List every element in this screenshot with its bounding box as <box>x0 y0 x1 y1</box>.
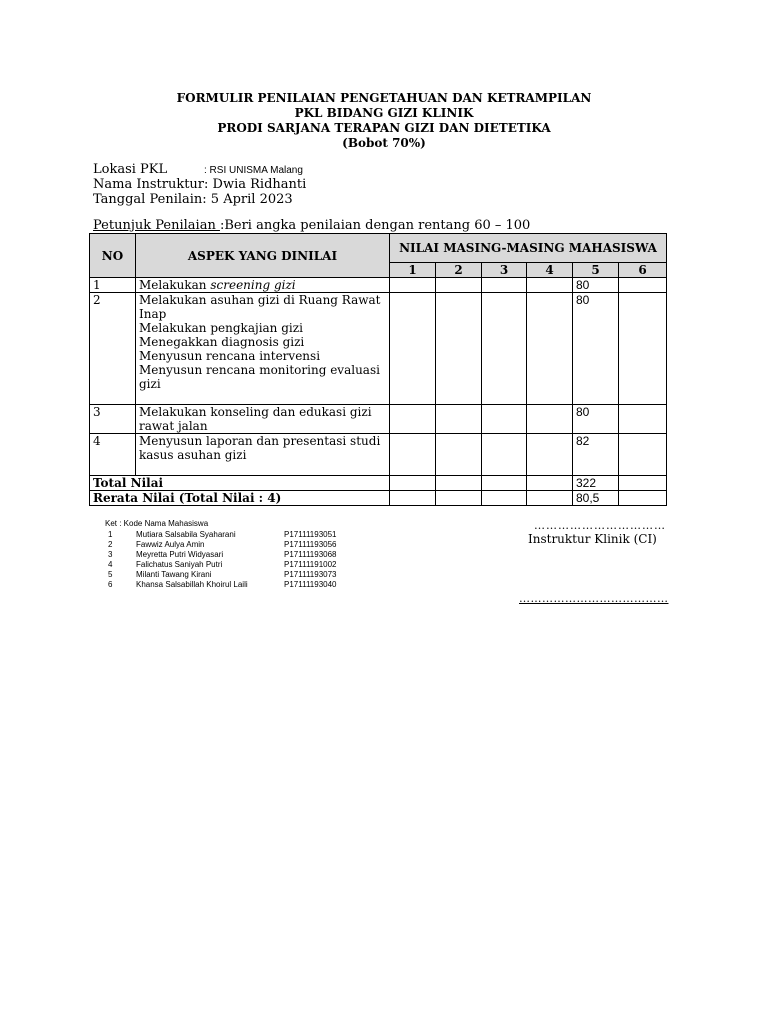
score-cell <box>527 278 573 293</box>
score-cell <box>390 476 436 491</box>
list-item: 4 Falichatus Saniyah Putri P17111191002 <box>108 560 337 569</box>
list-item: 6 Khansa Salsabillah Khoirul Laili P17111193040 <box>108 580 337 589</box>
score-cell <box>527 434 573 476</box>
score-cell <box>482 491 527 506</box>
table-row <box>90 405 667 434</box>
row-aspek: Melakukan asuhan gizi di Ruang Rawat Inap Melakukan pengkajian gizi Menegakkan diagnosis gizi Menyusun rencana intervensi Menyusun rencana monitoring evaluasi gizi <box>136 293 390 405</box>
title-line-2: PKL BIDANG GIZI KLINIK <box>294 106 474 120</box>
student-col: 4 <box>527 263 573 278</box>
rerata-label: Rerata Nilai (Total Nilai : 4) <box>90 491 390 506</box>
score-cell: 80 <box>573 405 619 434</box>
student-col: 3 <box>482 263 527 278</box>
score-cell <box>436 405 482 434</box>
score-cell <box>390 405 436 434</box>
instruktur-row: Nama Instruktur: Dwia Ridhanti <box>93 177 307 192</box>
score-cell <box>619 491 667 506</box>
score-cell <box>527 405 573 434</box>
score-cell <box>390 491 436 506</box>
title-line-3: PRODI SARJANA TERAPAN GIZI DAN DIETETIKA <box>217 121 551 135</box>
score-cell <box>390 278 436 293</box>
score-cell <box>436 278 482 293</box>
row-aspek: Melakukan screening gizi <box>136 278 390 293</box>
student-col: 1 <box>390 263 436 278</box>
student-key-title: Ket : Kode Nama Mahasiswa <box>105 519 209 528</box>
lokasi-value: : RSI UNISMA Malang <box>204 165 303 176</box>
score-cell <box>482 476 527 491</box>
table-row <box>90 434 667 476</box>
score-cell: 82 <box>573 434 619 476</box>
score-cell <box>619 293 667 405</box>
signature-line: ………………………………… <box>519 592 669 605</box>
signature-label: Instruktur Klinik (CI) <box>528 532 657 546</box>
row-no: 1 <box>90 278 136 293</box>
score-cell <box>619 405 667 434</box>
table-row <box>90 278 667 293</box>
score-cell <box>390 293 436 405</box>
tanggal-row: Tanggal Penilain: 5 April 2023 <box>93 192 293 207</box>
score-cell <box>482 434 527 476</box>
total-label: Total Nilai <box>90 476 390 491</box>
petunjuk-label: Petunjuk Penilaian <box>93 218 220 233</box>
list-item: 2 Fawwiz Aulya Amin P17111193056 <box>108 540 337 549</box>
score-cell <box>527 491 573 506</box>
student-key-table <box>105 530 337 590</box>
header-aspek: ASPEK YANG DINILAI <box>136 234 390 278</box>
student-key <box>105 519 337 590</box>
row-aspek: Menyusun laporan dan presentasi studi kasus asuhan gizi <box>136 434 390 476</box>
score-cell <box>390 434 436 476</box>
score-cell <box>436 491 482 506</box>
petunjuk-row <box>93 218 530 234</box>
list-item: 3 Meyretta Putri Widyasari P17111193068 <box>108 550 337 559</box>
row-aspek: Melakukan konseling dan edukasi gizi rawat jalan <box>136 405 390 434</box>
form-title <box>0 91 768 151</box>
score-cell <box>482 293 527 405</box>
row-no: 4 <box>90 434 136 476</box>
score-cell: 80 <box>573 293 619 405</box>
student-col: 2 <box>436 263 482 278</box>
row-no: 2 <box>90 293 136 405</box>
score-cell <box>527 476 573 491</box>
score-cell: 80 <box>573 278 619 293</box>
list-item: 5 Milanti Tawang Kirani P17111193073 <box>108 570 337 579</box>
assessment-table <box>89 233 667 506</box>
petunjuk-text: :Beri angka penilaian dengan rentang 60 – 100 <box>219 218 531 233</box>
score-cell: 80,5 <box>573 491 619 506</box>
student-col: 5 <box>573 263 619 278</box>
header-nilai: NILAI MASING-MASING MAHASISWA <box>390 234 667 263</box>
score-cell <box>436 434 482 476</box>
score-cell <box>482 405 527 434</box>
score-cell <box>619 476 667 491</box>
score-cell: 322 <box>573 476 619 491</box>
list-item: 1 Mutiara Salsabila Syaharani P17111193051 <box>108 530 337 539</box>
student-col: 6 <box>619 263 667 278</box>
title-line-1: FORMULIR PENILAIAN PENGETAHUAN DAN KETRAMPILAN <box>176 91 592 105</box>
score-cell <box>482 278 527 293</box>
signature-dots-top: …………………………… <box>534 519 666 532</box>
score-cell <box>527 293 573 405</box>
score-cell <box>619 434 667 476</box>
lokasi-label: Lokasi PKL <box>93 162 168 177</box>
rerata-row <box>90 491 667 506</box>
row-no: 3 <box>90 405 136 434</box>
total-row <box>90 476 667 491</box>
score-cell <box>436 293 482 405</box>
score-cell <box>619 278 667 293</box>
header-no: NO <box>90 234 136 278</box>
title-line-4: (Bobot 70%) <box>342 136 426 150</box>
score-cell <box>436 476 482 491</box>
table-row <box>90 293 667 405</box>
